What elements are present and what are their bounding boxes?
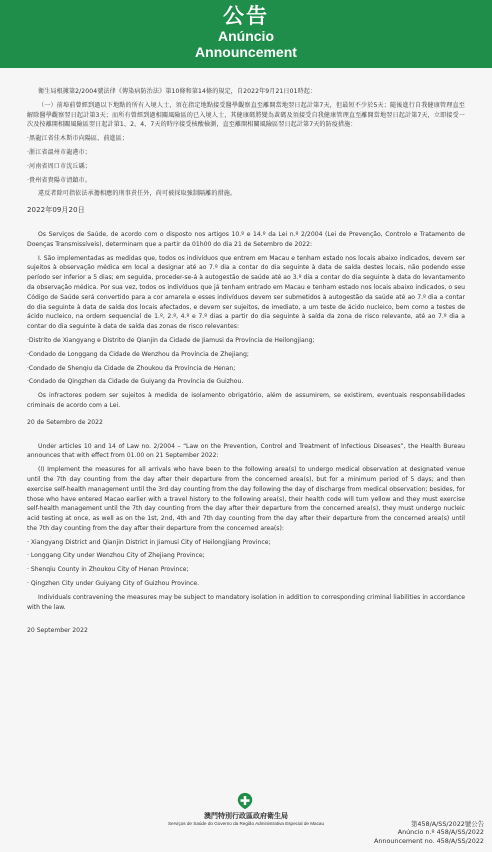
en-place-item: ‧ Xiangyang District and Qianjin District in Jiamusi City of Heilongjiang Province; (27, 538, 271, 546)
en-intro: Under articles 10 and 14 of Law no. 2/2004 – “Law on the Prevention, Control and Treatment of Infectious Diseases”, the Health Bureau announces that with effect from 01.00 on 21 September 2022: (27, 442, 465, 460)
pt-measure-paragraph: I. São implementadas as medidas que, todos os indivíduos que entrem em Macau e tenham estado nos locais abaixo indicados, devem ser sujeitos à observação médica em local a designar até ao 7.º dia a contar do dia seguinte à data de saída destes locais, não podendo esse período ser inferior a 5 dias; em seguida, proceder-se-á à autogestão de saúde até ao 3.º dia a contar do dia seguinte à data do levantamento da observação médica. Por sua vez, todos os indivíduos que já tenham entrado em Macau e tenham estado nos locais abaixo indicados, o seu Código de Saúde será convertido para a cor amarela e esses indivíduos devem ser submetidos à autogestão da saúde até ao 7.º dia a contar do dia seguinte à data de saída dos locais afectados, e devem ser sujeitos, de imediato, a um teste de ácido nucleico, bem como a testes de ácido nucleico, na ordem sequencial de 1.º, 2.º, 4.º e 7.º dias a partir do dia seguinte à saída da zona de risco relevante, até ao 7.º dia a contar do dia seguinte à data de saída das zonas de risco relevantes: (27, 254, 465, 331)
pt-closing: Os infractores podem ser sujeitos à medida de isolamento obrigatório, além de assumirem, se existirem, eventuais responsabilidades criminais de acordo com a Lei. (27, 392, 465, 409)
health-bureau-cross-logo-icon (236, 792, 254, 810)
announcement-body (27, 87, 465, 636)
pt-place-item: ‧Condado de Shenqiu da Cidade de Zhoukou da Província de Henan; (27, 364, 236, 372)
pt-intro: Os Serviços de Saúde, de acordo com o disposto nos artigos 10.º e 14.º da Lei n.º 2/2004 (Lei de Prevenção, Controlo e Tratamento de Doenças Transmissíveis), determinam que a partir da 01h00 do dia 21 de Setembro de 2022: (27, 230, 465, 248)
en-place-item: ‧ Qingzhen City under Guiyang City of Guizhou Province. (27, 580, 200, 588)
pt-date: 20 de Setembro de 2022 (27, 418, 103, 426)
zh-place-item: ‧貴州省貴陽市清鎮市。 (27, 176, 91, 184)
reference-number-zh: 第458/A/SS/2022號公告 (411, 820, 484, 828)
announcement-header (0, 0, 492, 68)
pt-place-item: ‧Condado de Qingzhen da Cidade de Guiyang da Província de Guizhou. (27, 378, 244, 386)
zh-date: 2022年09月20日 (27, 206, 85, 215)
en-date: 20 September 2022 (27, 627, 88, 635)
zh-place-item: ‧河南省周口市沈丘縣； (27, 162, 91, 170)
organization-name-pt: Serviços de Saúde do Governo da Região Administrativa Especial de Macau (167, 821, 325, 826)
organization-name-zh: 澳門特別行政區政府衛生局 (204, 812, 288, 820)
reference-number-pt: Anúncio n.º 458/A/SS/2022 (397, 828, 484, 836)
pt-place-item: ‧Condado de Longgang da Cidade de Wenzhou da Província de Zhejiang; (27, 350, 249, 358)
reference-number-en: Announcement no. 458/A/SS/2022 (374, 837, 484, 845)
zh-closing: 違反者除可指依法承擔相應的刑事責任外，尚可被採取強制隔離的措施。 (38, 190, 237, 198)
en-place-item: ‧ Shenqiu County in Zhoukou City of Henan Province; (27, 566, 189, 574)
title-pt: Anúncio (218, 28, 274, 44)
en-closing: Individuals contravening the measures may be subject to mandatory isolation in addition to corresponding criminal liabilities in accordance with the law. (27, 593, 465, 611)
zh-place-item: ‧浙江省溫州市龍港市； (27, 148, 91, 156)
en-measure-paragraph: (I) Implement the measures for all arrivals who have been to the following area(s) to undergo medical observation at designated venue until the 7th day counting from the day after their departure from the concerned area(s), but for a minimum period of 5 days; and then exercise self-health management until the 3rd day counting from the day following the day of discharge from medical observation; besides, for those who have entered Macao earlier with a travel history to the following area(s), their health code will turn yellow and they must exercise self-health management until the 7th day counting from the day after their departure from the concerned area(s), they must undergo nucleic acid testing at once, as well as on the 1st, 2nd, 4th and 7th day counting from the day after their departure from the concerned area(s) until the 7th day counting from the day after their departure from the concerned area(s): (27, 466, 465, 532)
title-zh: 公告 (223, 4, 269, 28)
title-en: Announcement (195, 44, 297, 60)
zh-place-item: ‧黑龍江省佳木斯市向陽區、前進區； (27, 135, 129, 143)
zh-measure-paragraph: （一）前埠前曾經到過以下地點的所有入境人士，須在指定地點接受醫學觀察直至離開當地翌日起計第7天，但最短不少於5天；隨後進行自我健康管理直至解除醫學觀察翌日起計第3天；而所有曾經到過相關風險區的已入境人士，其健康碼將變為黃碼及須接受自我健康管理直至離開當地翌日起計第7天，立即接受一次及按離開相關風險區翌日起計第1、2、4、7天的時序接受核酸檢測，直至離開相關風險區翌日起計第7天的防疫措施： (27, 101, 465, 129)
pt-place-item: ‧Distrito de Xiangyang e Distrito de Qianjin da Cidade de Jiamusi da Província de Heilongjiang; (27, 336, 315, 344)
en-place-item: ‧ Longgang City under Wenzhou City of Zhejiang Province; (27, 552, 205, 560)
zh-intro: 衛生局根據第2/2004號法律《傳染病防治法》第10條和第14條的規定，自2022年9月21日01時起： (38, 88, 317, 95)
